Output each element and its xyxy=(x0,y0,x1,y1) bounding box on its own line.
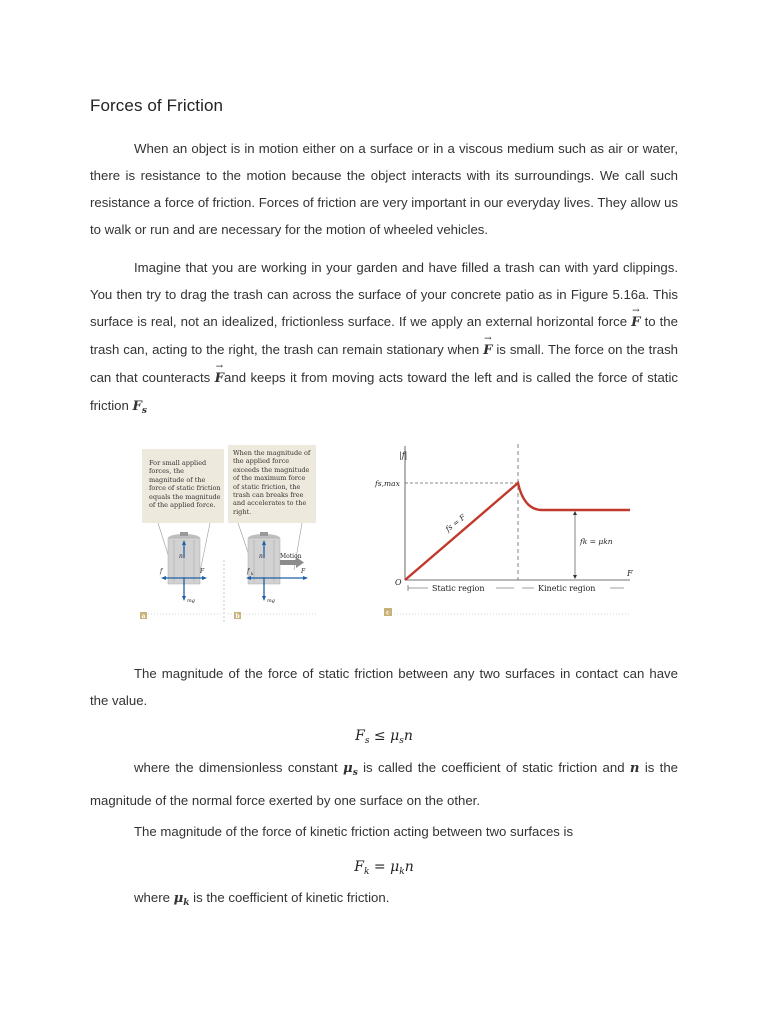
paragraph-kinetic-intro-text: The magnitude of the force of kinetic friction acting between two surfaces is xyxy=(134,824,574,839)
label-mg-a: mg xyxy=(187,598,195,604)
text-span: is small. The force on the trash can that counteracts xyxy=(90,342,678,385)
section-title: Forces of Friction xyxy=(90,96,224,115)
callout-text-b: When the magnitude of the applied force exceeds the magnitude of the maximum force of static friction, the trash can breaks free and accelerates to the right. xyxy=(233,449,311,516)
panel-label-a: a xyxy=(141,613,146,620)
panel-label-c: c xyxy=(386,609,390,617)
text-span: to the trash can, acting to the right, the trash can remain stationary when xyxy=(90,314,678,357)
callout-text-a: For small applied forces, the magnitude of the force of static friction equals the magnitude of the applied force. xyxy=(149,459,221,510)
graph-diag-label: fs = F xyxy=(443,512,468,534)
friction-curve xyxy=(405,483,630,580)
equation-static-friction: $F_s \le \mu_sn$ xyxy=(355,728,413,746)
graph-fk-label: fk = μkn xyxy=(580,537,613,546)
static-region-label: Static region xyxy=(432,584,485,593)
paragraph-static-value-text: The magnitude of the force of static friction between any two surfaces in contact can have the value. xyxy=(90,666,678,708)
vector-F: → F xyxy=(215,365,224,392)
graph-fsmax-label: fs,max xyxy=(375,479,400,488)
label-F-a: F xyxy=(200,568,205,575)
n-symbol: n xyxy=(629,761,640,776)
graph-y-label: |f| xyxy=(399,451,408,460)
paragraph-coefficient-kinetic xyxy=(90,884,678,917)
label-n-a: n xyxy=(179,553,183,560)
paragraph-static-value xyxy=(90,660,678,714)
label-mg-b: mg xyxy=(267,598,275,604)
paragraph-kinetic-intro xyxy=(90,818,678,845)
equation-kinetic-friction: $F_k = \mu_kn$ xyxy=(354,859,414,877)
graph-origin-label: O xyxy=(395,578,402,587)
label-k-sub-b: k xyxy=(251,571,254,576)
label-F-b: F xyxy=(301,568,306,575)
text-span: where xyxy=(134,890,174,905)
text-span: and keeps it from moving acts toward the left and is called the force of static friction xyxy=(90,370,678,413)
paragraph-coefficient-static xyxy=(90,754,678,814)
paragraph-trash-can xyxy=(90,254,678,425)
graph-x-label: F xyxy=(627,569,633,578)
text-span: Imagine that you are working in your garden and have filled a trash can with yard clippings. You then try to drag the trash can across the surface of your concrete patio as in Figure 5.16a. This surface is real, not an idealized, frictionless surface. If we apply an external horizontal force xyxy=(90,260,678,329)
label-f-a: f xyxy=(160,568,163,575)
text-span: is the coefficient of kinetic friction. xyxy=(189,890,390,905)
text-span: where the dimensionless constant xyxy=(134,760,344,775)
motion-label: Motion xyxy=(280,553,302,560)
motion-arrow-icon xyxy=(280,560,296,565)
mu-k-symbol: $\mu_k$ xyxy=(173,891,190,908)
vector-F: → F xyxy=(483,337,492,364)
paragraph-intro-text: When an object is in motion either on a surface or in a viscous medium such as air or water, there is resistance to the motion because the object interacts with its surroundings. We call such resistance a force of friction. Forces of friction are very important in our everyday lives. They allow us to walk or run and are necessary for the motion of wheeled vehicles. xyxy=(90,141,678,237)
static-friction-symbol: $F_s$ xyxy=(132,399,147,416)
vector-F: → F xyxy=(631,309,640,336)
label-n-b: n xyxy=(259,553,263,560)
paragraph-intro xyxy=(90,135,678,243)
kinetic-region-label: Kinetic region xyxy=(538,584,596,593)
figure-friction xyxy=(138,440,638,625)
label-f-b: f xyxy=(247,568,250,575)
text-span: is the magnitude of the normal force exerted by one surface on the other. xyxy=(90,760,679,808)
callout-leader xyxy=(200,523,210,572)
text-span: is called the coefficient of static friction and xyxy=(357,760,630,775)
panel-label-b: b xyxy=(235,613,240,620)
mu-s-symbol: $\mu_s$ xyxy=(343,761,358,778)
